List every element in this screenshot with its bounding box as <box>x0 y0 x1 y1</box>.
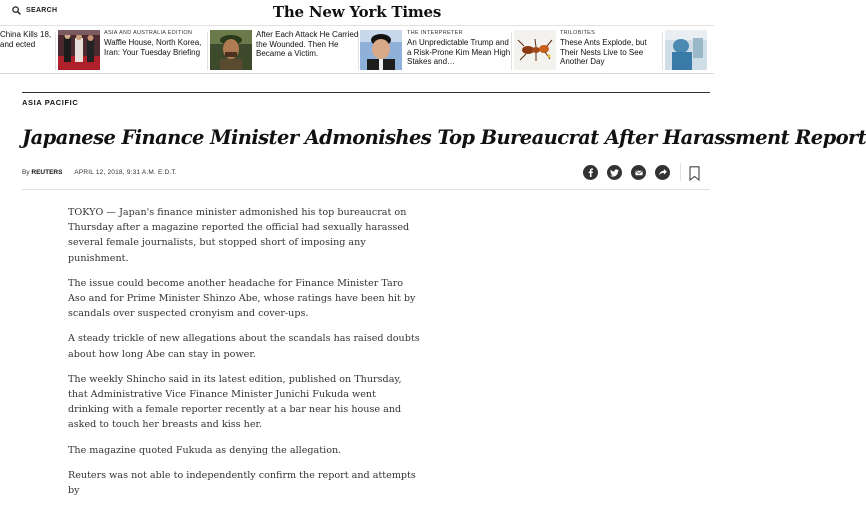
briefing-headline: China Kills 18, and ected <box>0 30 52 49</box>
article-body <box>68 205 420 508</box>
twitter-icon <box>610 169 619 177</box>
article-headline: Japanese Finance Minister Admonishes Top Bureaucrat After Harassment Report <box>22 126 866 149</box>
more-share-button[interactable] <box>655 165 670 180</box>
briefing-headline: An Unpredictable Trump and a Risk-Prone Kim Mean High Stakes and… <box>407 38 511 66</box>
save-button[interactable] <box>689 166 700 186</box>
briefing-strip <box>0 26 714 74</box>
briefing-headline: Waffle House, North Korea, Iran: Your Tuesday Briefing <box>104 38 202 57</box>
briefing-story[interactable] <box>210 30 358 70</box>
medical-worker-photo <box>665 30 707 70</box>
red-carpet-photo <box>58 30 100 70</box>
email-icon <box>635 170 643 176</box>
byline-rule <box>22 189 710 190</box>
email-share-button[interactable] <box>631 165 646 180</box>
byline-author[interactable]: REUTERS <box>31 169 63 176</box>
article-paragraph: A steady trickle of new allegations about the scandals has raised doubts about how long Abe can stay in power. <box>68 333 420 360</box>
ant-photo <box>514 30 556 70</box>
article-paragraph: The weekly Shincho said in its latest edition, published on Thursday, that Administrative Vice Finance Minister Junichi Fukuda went drinking with a female reporter recently at a bar near his house and asked to touch her breasts and kiss her. <box>68 373 402 431</box>
byline-prefix: By <box>22 169 30 176</box>
briefing-story[interactable] <box>360 30 510 70</box>
article-paragraph: The issue could become another headache for Finance Minister Taro Aso and for Prime Minister Shinzo Abe, whose ratings have been hit by scandals over suspected cronyism and cover-ups. <box>68 277 416 320</box>
masthead-bar <box>0 0 714 26</box>
briefing-headline: After Each Attack He Carried the Wounded. Then He Became a Victim. <box>256 30 359 58</box>
byline <box>22 169 177 176</box>
briefing-story[interactable] <box>0 30 52 70</box>
article-paragraph: The magazine quoted Fukuda as denying the allegation. <box>68 444 342 456</box>
bookmark-icon <box>689 166 700 181</box>
facebook-icon <box>587 168 594 177</box>
article-date: APRIL 12, 2018, 9:31 A.M. E.D.T. <box>74 169 177 176</box>
section-label[interactable]: ASIA PACIFIC <box>22 98 79 107</box>
kim-jong-un-photo <box>360 30 402 70</box>
article-paragraph: TOKYO — Japan's finance minister admonished his top bureaucrat on Thursday after a magazine reported the official had sexually harassed several female journalists, but stopped short of imposing any punishment. <box>68 207 410 264</box>
briefing-headline: These Ants Explode, but Their Nests Live to See Another Day <box>560 38 647 66</box>
briefing-kicker: TRILOBITES <box>560 30 596 36</box>
section-rule <box>22 92 710 93</box>
briefing-story[interactable] <box>514 30 664 70</box>
briefing-story[interactable] <box>58 30 204 70</box>
share-divider <box>680 163 681 181</box>
article-paragraph: Reuters was not able to independently confirm the report and attempts by <box>68 469 416 497</box>
share-arrow-icon <box>659 169 667 176</box>
nyt-logo[interactable]: The New York Times <box>272 3 442 21</box>
twitter-share-button[interactable] <box>607 165 622 180</box>
briefing-kicker: THE INTERPRETER <box>407 30 463 36</box>
briefing-kicker: ASIA AND AUSTRALIA EDITION <box>104 30 193 36</box>
briefing-story[interactable] <box>665 30 714 70</box>
search-label: SEARCH <box>26 7 58 14</box>
man-portrait-photo <box>210 30 252 70</box>
facebook-share-button[interactable] <box>583 165 598 180</box>
